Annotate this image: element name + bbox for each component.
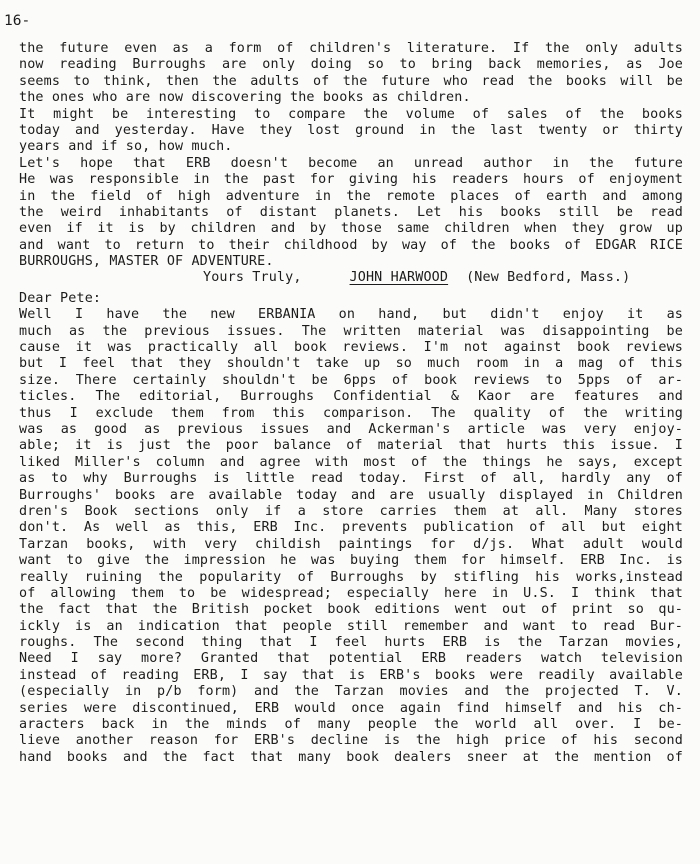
text-line: and want to return to their childhood by way of the books of EDGAR RICE [19,237,683,253]
text-line: the ones who are now discovering the books as children. [19,90,471,106]
text-line: It might be interesting to compare the volume of sales of the books [19,106,683,122]
text-line: of allowing them to be widespread; especially here in U.S. I think that [19,585,683,601]
text-line: roughs. The second thing that I feel hurts ERB is the Tarzan movies, [19,635,683,651]
text-line: really ruining the popularity of Burroughs by stifling his works,instead [19,569,683,585]
text-line: don't. As well as this, ERB Inc. prevents publication of all but eight [19,520,683,536]
text-line: Need I say more? Granted that potential ERB readers watch television [19,651,683,667]
text-line: Well I have the new ERBANIA on hand, but didn't enjoy it as [19,307,683,323]
text-line: BURROUGHS, MASTER OF ADVENTURE. [19,254,274,270]
text-line: (especially in p/b form) and the Tarzan movies and the projected T. V. [19,684,683,700]
salutation: Dear Pete: [19,290,102,306]
text-line: was as good as previous issues and Ackerman's article was very enjoy- [19,421,683,437]
text-line: as to why Burroughs is little read today. First of all, hardly any of [19,471,683,487]
signature-location: (New Bedford, Mass.) [466,270,631,286]
text-line: want to give the impression he was buying them for himself. ERB Inc. is [19,553,683,569]
text-line: ticles. The editorial, Burroughs Confidential & Kaor are features and [19,389,683,405]
text-line: even if it is by children and by those same children when they grow up [19,221,683,237]
text-line: dren's Book sections only if a store carries them at all. Many stores [19,503,683,519]
text-line: years and if so, how much. [19,139,233,155]
text-line: the weird inhabitants of distant planets. Let his books still be read [19,204,683,220]
text-line: series were discontinued, ERB would once again find himself and his ch- [19,700,683,716]
text-line: hand books and the fact that many book dealers sneer at the mention of [19,749,683,765]
text-line: in the field of high adventure in the remote places of earth and among [19,188,683,204]
text-line: size. There certainly shouldn't be 6pps of book reviews to 5pps of ar- [19,372,683,388]
text-line: cause it was practically all book reviews. I'm not against book reviews [19,340,683,356]
signature-name: JOHN HARWOOD [349,270,449,286]
text-line: aracters back in the minds of many people the world all over. I be- [19,717,683,733]
text-line: the fact that the British pocket book editions went out of print so qu- [19,602,683,618]
text-line: able; it is just the poor balance of material that hurts this issue. I [19,438,683,454]
text-line: much as the previous issues. The written material was disappointing be [19,323,683,339]
text-line: Let's hope that ERB doesn't become an unread author in the future [19,155,683,171]
text-line: liked Miller's column and agree with most of the things he says, except [19,454,683,470]
text-line: today and yesterday. Have they lost ground in the last twenty or thirty [19,122,683,138]
text-line: ickly is an indication that people still remember and want to read Bur- [19,618,683,634]
page-number: 16- [4,13,31,29]
text-line: Tarzan books, with very childish paintings for d/js. What adult would [19,536,683,552]
text-line: now reading Burroughs are only doing so to bring back memories, as Joe [19,57,683,73]
text-line: seems to think, then the adults of the future who read the books will be [19,73,683,89]
letter-text [19,41,683,766]
text-line: thus I exclude them from this comparison. The quality of the writing [19,405,683,421]
text-line: instead of reading ERB, I say that is ERB's books were readily available [19,667,683,683]
text-line: but I feel that they shouldn't take up so much room in a mag of this [19,356,683,372]
text-line: lieve another reason for ERB's decline is the high price of his second [19,733,683,749]
signature-closing: Yours Truly, [203,270,302,286]
text-line: the future even as a form of children's literature. If the only adults [19,41,683,56]
text-line: He was responsible in the past for giving his readers hours of enjoyment [19,172,683,188]
text-line: Burroughs' books are available today and are usually displayed in Children [19,487,683,503]
signature-line [19,270,683,286]
